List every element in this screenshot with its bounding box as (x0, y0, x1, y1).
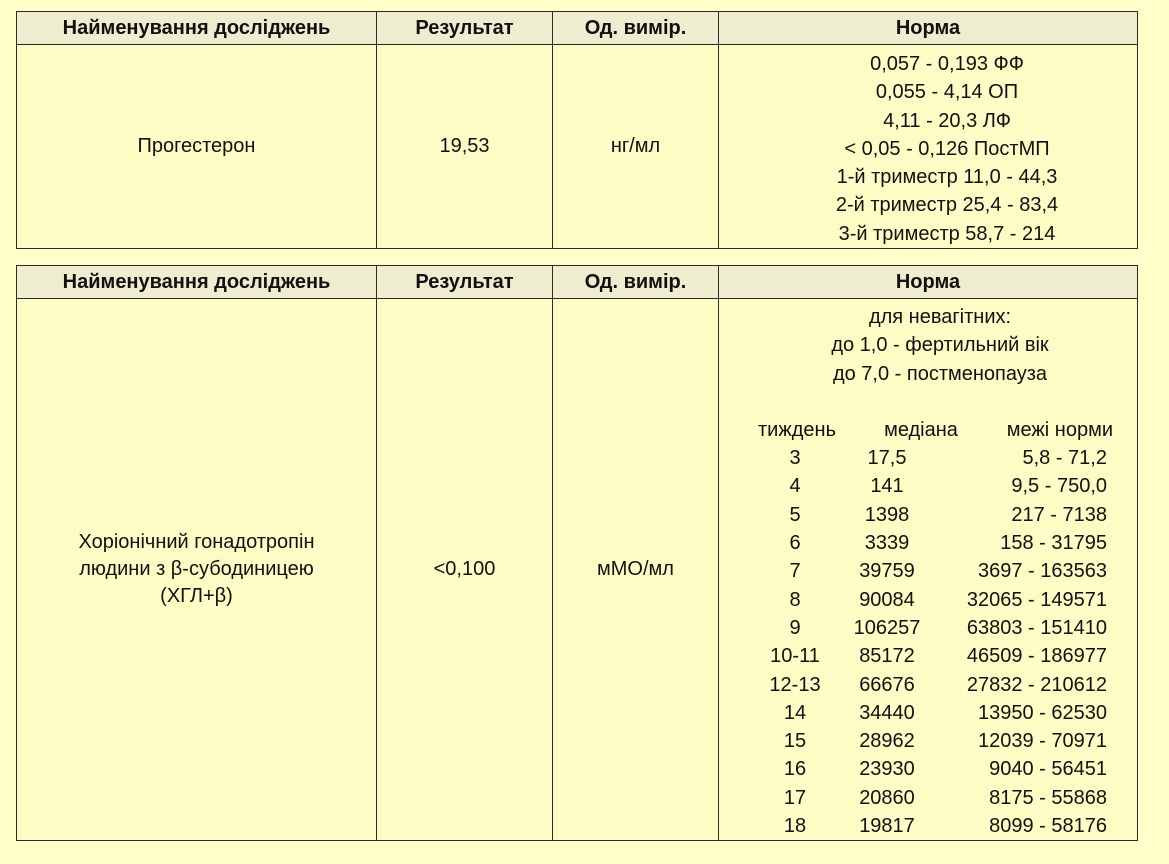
week-range: 32065 - 149571 (966, 588, 1107, 611)
table-row (17, 299, 1138, 841)
week-row (743, 557, 1137, 585)
header-result: Результат (377, 266, 553, 299)
header-unit: Од. вимір. (553, 266, 719, 299)
test-norm (719, 299, 1138, 841)
week-col-header: тиждень (758, 418, 836, 441)
test-result: 19,53 (377, 45, 553, 249)
week-median: 20860 (859, 786, 915, 809)
test-name-line: Хоріонічний гонадотропін (78, 531, 315, 554)
norm-line: < 0,05 - 0,126 ПостМП (844, 137, 1050, 160)
week-median: 85172 (859, 645, 915, 668)
week-range: 63803 - 151410 (966, 616, 1107, 639)
week-week: 9 (789, 616, 801, 639)
header-result: Результат (377, 12, 553, 45)
week-row (743, 529, 1137, 557)
week-row (743, 642, 1137, 670)
week-range: 8099 - 58176 (989, 815, 1107, 838)
week-week: 12-13 (769, 673, 821, 696)
week-week: 4 (789, 475, 801, 498)
week-median: 141 (870, 475, 904, 498)
week-row (743, 501, 1137, 529)
header-norm: Норма (719, 12, 1138, 45)
week-row (743, 614, 1137, 642)
header-name: Найменування досліджень (17, 12, 377, 45)
week-range: 9040 - 56451 (989, 758, 1107, 781)
week-median: 90084 (859, 588, 915, 611)
norm-line: 2-й триместр 25,4 - 83,4 (835, 194, 1059, 217)
week-row (743, 444, 1137, 472)
week-median: 3339 (864, 532, 910, 555)
week-range: 3697 - 163563 (977, 560, 1107, 583)
test-result: <0,100 (377, 299, 553, 841)
week-range: 9,5 - 750,0 (1011, 475, 1107, 498)
week-week: 8 (789, 588, 801, 611)
range-col-header: межі норми (1006, 418, 1113, 441)
week-range: 158 - 31795 (1000, 532, 1107, 555)
test-unit: мМО/мл (553, 299, 719, 841)
week-row (743, 812, 1137, 840)
week-range: 8175 - 55868 (989, 786, 1107, 809)
header-name: Найменування досліджень (17, 266, 377, 299)
week-week: 16 (783, 758, 807, 781)
week-row (743, 727, 1137, 755)
week-median: 17,5 (867, 447, 907, 470)
progesterone-table (16, 11, 1138, 249)
week-week: 17 (783, 786, 807, 809)
week-median: 106257 (853, 616, 921, 639)
week-median: 39759 (859, 560, 915, 583)
norm-intro-line: до 7,0 - постменопауза (832, 362, 1048, 385)
week-week: 14 (783, 701, 807, 724)
week-row (743, 755, 1137, 783)
week-week: 3 (789, 447, 801, 470)
week-week: 10-11 (770, 645, 820, 668)
median-col-header: медіана (884, 418, 958, 441)
table-row (17, 45, 1138, 249)
test-unit: нг/мл (553, 45, 719, 249)
week-median: 19817 (859, 815, 915, 838)
week-row (743, 671, 1137, 699)
norm-line: 3-й триместр 58,7 - 214 (838, 222, 1056, 245)
test-norm (719, 45, 1138, 249)
week-list (743, 444, 1137, 840)
norm-line: 0,055 - 4,14 ОП (875, 81, 1019, 104)
week-range: 217 - 7138 (1011, 503, 1107, 526)
norm-line: 4,11 - 20,3 ЛФ (883, 109, 1011, 132)
norm-intro-line: для невагітних: (868, 306, 1012, 328)
week-range: 12039 - 70971 (977, 730, 1107, 753)
week-table-header (743, 416, 1137, 444)
week-median: 34440 (859, 701, 915, 724)
table-header-row (17, 266, 1138, 299)
norm-line: 0,057 - 0,193 ФФ (870, 53, 1024, 75)
week-week: 18 (783, 815, 807, 838)
week-range: 27832 - 210612 (966, 673, 1107, 696)
norm-intro-line: до 1,0 - фертильний вік (831, 334, 1049, 357)
week-range: 5,8 - 71,2 (1022, 447, 1107, 470)
week-week: 15 (783, 730, 807, 753)
week-week: 7 (789, 560, 801, 583)
hcg-table (16, 265, 1138, 841)
week-row (743, 472, 1137, 500)
norm-line: 1-й триместр 11,0 - 44,3 (836, 166, 1058, 189)
week-row (743, 784, 1137, 812)
test-name-line: (ХГЛ+β) (160, 585, 233, 608)
week-week: 5 (789, 503, 801, 526)
week-row (743, 586, 1137, 614)
week-week: 6 (789, 532, 801, 555)
test-name-line: людини з β-субодиницею (79, 558, 314, 581)
header-unit: Од. вимір. (553, 12, 719, 45)
week-range: 13950 - 62530 (977, 701, 1107, 724)
week-range: 46509 - 186977 (966, 645, 1107, 668)
table-header-row (17, 12, 1138, 45)
week-median: 66676 (859, 673, 915, 696)
test-name: Прогестерон (17, 45, 377, 249)
week-median: 1398 (864, 503, 910, 526)
week-median: 23930 (859, 758, 915, 781)
header-norm: Норма (719, 266, 1138, 299)
test-name (17, 299, 377, 841)
week-row (743, 699, 1137, 727)
week-median: 28962 (859, 730, 915, 753)
